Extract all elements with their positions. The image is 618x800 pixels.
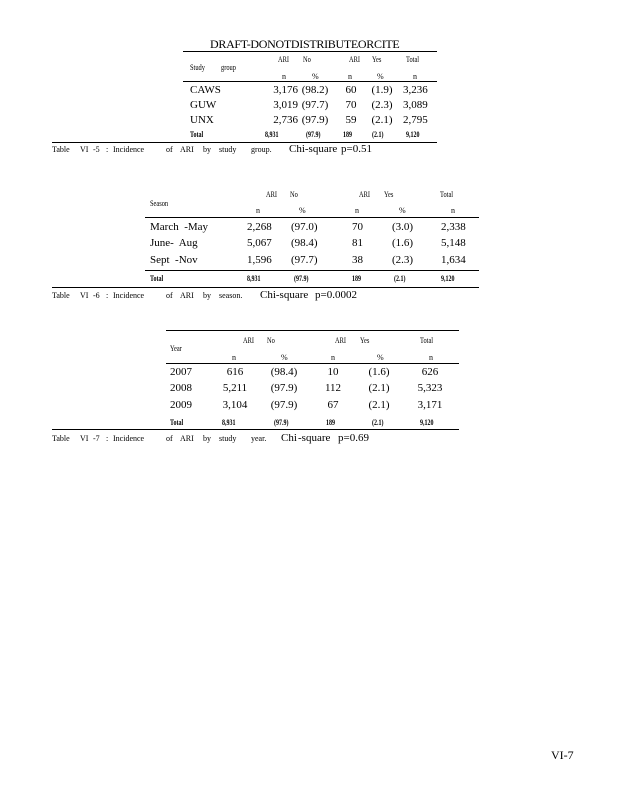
sub-col-pct: %: [377, 72, 384, 81]
cell-yes-n: 70: [345, 99, 357, 111]
cell-total: 2,338: [441, 221, 466, 233]
bottom-rule: [52, 142, 437, 143]
row-header-year: Year: [170, 344, 182, 353]
caption-word: by: [203, 434, 211, 443]
cell-total: 5,148: [441, 237, 466, 249]
caption-word: Chi: [281, 432, 297, 444]
cell-yes-n: 112: [324, 382, 342, 394]
row-label: GUW: [190, 99, 217, 111]
cell-yes-pct: (2.1): [372, 418, 384, 427]
cell-total: 3,171: [417, 399, 443, 411]
caption-word: year.: [251, 434, 267, 443]
caption-word: VI: [80, 291, 89, 300]
draft-notice: DRAFT-DONOTDISTRIBUTEORCITE: [210, 37, 400, 51]
cell-yes-n: 189: [326, 418, 335, 427]
cell-no-pct: (97.9): [274, 418, 289, 427]
caption-word: Chi-square: [260, 289, 309, 301]
caption-word: Incidence: [113, 145, 145, 154]
cell-yes-n: 81: [352, 237, 363, 249]
cell-yes-n: 70: [352, 221, 363, 233]
cell-no-pct: (97.9): [270, 399, 298, 411]
header-rule: [183, 81, 437, 82]
total-rule: [145, 270, 479, 271]
cell-no-pct: (98.4): [270, 366, 298, 378]
caption-word: -5: [93, 145, 100, 154]
row-label: 2007: [170, 366, 192, 378]
caption-word: ARI: [180, 145, 194, 154]
caption-word: Table: [52, 291, 70, 300]
row-label: CAWS: [190, 84, 221, 96]
cell-total: 626: [421, 366, 439, 378]
row-label: UNX: [190, 114, 214, 126]
col-total: Total: [406, 55, 420, 64]
cell-no-n: 2,268: [247, 221, 272, 233]
cell-no-n: 616: [226, 366, 244, 378]
cell-no-n: 3,019: [273, 99, 298, 111]
row-label: March -May: [150, 221, 209, 233]
cell-total: 9,120: [420, 418, 434, 427]
sub-col-n: n: [355, 206, 359, 215]
row-header-group: group: [221, 63, 236, 72]
col-ari-no-1: ARI: [266, 190, 278, 199]
page-number: VI-7: [551, 748, 574, 762]
caption-word: -6: [93, 291, 100, 300]
cell-yes-pct: (2.3): [392, 254, 414, 266]
cell-no-n: 3,176: [273, 84, 298, 96]
cell-total: 9,120: [441, 274, 455, 283]
cell-no-pct: (97.9): [270, 382, 298, 394]
cell-yes-n: 59: [345, 114, 357, 126]
cell-yes-pct: (1.6): [392, 237, 414, 249]
col-total: Total: [440, 190, 454, 199]
cell-no-pct: (98.4): [291, 237, 318, 249]
col-total: Total: [420, 336, 434, 345]
caption-word: VI: [80, 145, 89, 154]
caption-word: of: [166, 145, 173, 154]
cell-no-pct: (97.7): [291, 254, 318, 266]
cell-total: 5,323: [417, 382, 443, 394]
sub-col-n: n: [348, 72, 352, 81]
caption-word: Table: [52, 145, 70, 154]
sub-col-n: n: [256, 206, 260, 215]
caption-word: VI: [80, 434, 89, 443]
caption-word: -square: [298, 432, 331, 444]
top-rule: [166, 330, 459, 331]
caption-word: ARI: [180, 434, 194, 443]
col-ari-yes-1: ARI: [349, 55, 361, 64]
cell-yes-pct: (2.1): [368, 399, 390, 411]
cell-yes-pct: (3.0): [392, 221, 414, 233]
cell-no-n: 3,104: [222, 399, 248, 411]
sub-col-n: n: [451, 206, 455, 215]
cell-yes-pct: (1.6): [368, 366, 390, 378]
cell-no-pct: (98.2): [301, 84, 329, 96]
caption-word: season.: [219, 291, 243, 300]
row-header-study: Study: [190, 63, 205, 72]
cell-no-pct: (97.7): [301, 99, 329, 111]
sub-col-pct: %: [399, 206, 406, 215]
row-label: 2008: [170, 382, 192, 394]
cell-yes-n: 10: [327, 366, 339, 378]
sub-col-n: n: [413, 72, 417, 81]
caption-word: study: [219, 434, 237, 443]
col-ari-yes-2: Yes: [384, 190, 394, 199]
row-label: Total: [170, 418, 184, 427]
row-label: Sept -Nov: [150, 254, 198, 266]
col-ari-no-2: No: [290, 190, 298, 199]
sub-col-pct: %: [312, 72, 319, 81]
row-label: Total: [190, 130, 204, 139]
cell-no-pct: (97.0): [291, 221, 318, 233]
sub-col-n: n: [331, 353, 335, 362]
sub-col-n: n: [232, 353, 236, 362]
col-ari-no-2: No: [267, 336, 275, 345]
cell-yes-n: 60: [345, 84, 357, 96]
header-rule: [145, 217, 479, 218]
sub-col-pct: %: [299, 206, 306, 215]
caption-word: p=0.0002: [315, 289, 357, 301]
cell-no-n: 5,211: [222, 382, 248, 394]
sub-col-n: n: [282, 72, 286, 81]
caption-word: group.: [251, 145, 272, 154]
cell-yes-pct: (2.1): [371, 114, 393, 126]
caption-word: :: [106, 434, 109, 443]
cell-no-n: 8,931: [265, 130, 279, 139]
caption-word: Table: [52, 434, 70, 443]
caption-word: Incidence: [113, 434, 145, 443]
caption-word: p=0.51: [341, 143, 372, 155]
cell-total: 3,089: [403, 99, 428, 111]
caption-word: Incidence: [113, 291, 145, 300]
sub-col-n: n: [429, 353, 433, 362]
caption-word: :: [106, 145, 109, 154]
cell-no-pct: (97.9): [301, 114, 329, 126]
cell-yes-pct: (2.1): [394, 274, 406, 283]
cell-yes-n: 38: [352, 254, 363, 266]
col-ari-yes-1: ARI: [335, 336, 347, 345]
cell-total: 1,634: [441, 254, 466, 266]
cell-no-pct: (97.9): [294, 274, 309, 283]
cell-yes-n: 67: [327, 399, 339, 411]
caption-word: by: [203, 291, 211, 300]
col-ari-yes-1: ARI: [359, 190, 371, 199]
cell-no-n: 1,596: [247, 254, 272, 266]
col-ari-yes-2: Yes: [360, 336, 370, 345]
caption-word: p=0.69: [338, 432, 369, 444]
caption-word: Chi-square: [289, 143, 338, 155]
caption-word: study: [219, 145, 237, 154]
sub-col-pct: %: [377, 353, 384, 362]
row-label: June- Aug: [150, 237, 198, 249]
cell-total: 3,236: [403, 84, 428, 96]
header-rule: [166, 363, 459, 364]
row-header-season: Season: [150, 199, 169, 208]
cell-no-pct: (97.9): [306, 130, 321, 139]
caption-word: of: [166, 434, 173, 443]
cell-total: 2,795: [403, 114, 428, 126]
sub-col-pct: %: [281, 353, 288, 362]
cell-no-n: 8,931: [247, 274, 261, 283]
cell-yes-n: 189: [352, 274, 361, 283]
col-ari-yes-2: Yes: [372, 55, 382, 64]
caption-word: by: [203, 145, 211, 154]
row-label: Total: [150, 274, 164, 283]
cell-no-n: 8,931: [222, 418, 236, 427]
cell-yes-pct: (2.1): [372, 130, 384, 139]
caption-word: of: [166, 291, 173, 300]
top-rule: [183, 51, 437, 52]
caption-word: -7: [93, 434, 100, 443]
row-label: 2009: [170, 399, 192, 411]
col-ari-no-1: ARI: [243, 336, 255, 345]
cell-yes-pct: (2.3): [371, 99, 393, 111]
cell-no-n: 2,736: [273, 114, 298, 126]
cell-no-n: 5,067: [247, 237, 272, 249]
cell-total: 9,120: [406, 130, 420, 139]
cell-yes-pct: (1.9): [371, 84, 393, 96]
cell-yes-n: 189: [343, 130, 352, 139]
caption-word: :: [106, 291, 109, 300]
bottom-rule: [52, 287, 479, 288]
bottom-rule: [52, 429, 459, 430]
col-ari-no-1: ARI: [278, 55, 290, 64]
col-ari-no-2: No: [303, 55, 311, 64]
cell-yes-pct: (2.1): [368, 382, 390, 394]
caption-word: ARI: [180, 291, 194, 300]
